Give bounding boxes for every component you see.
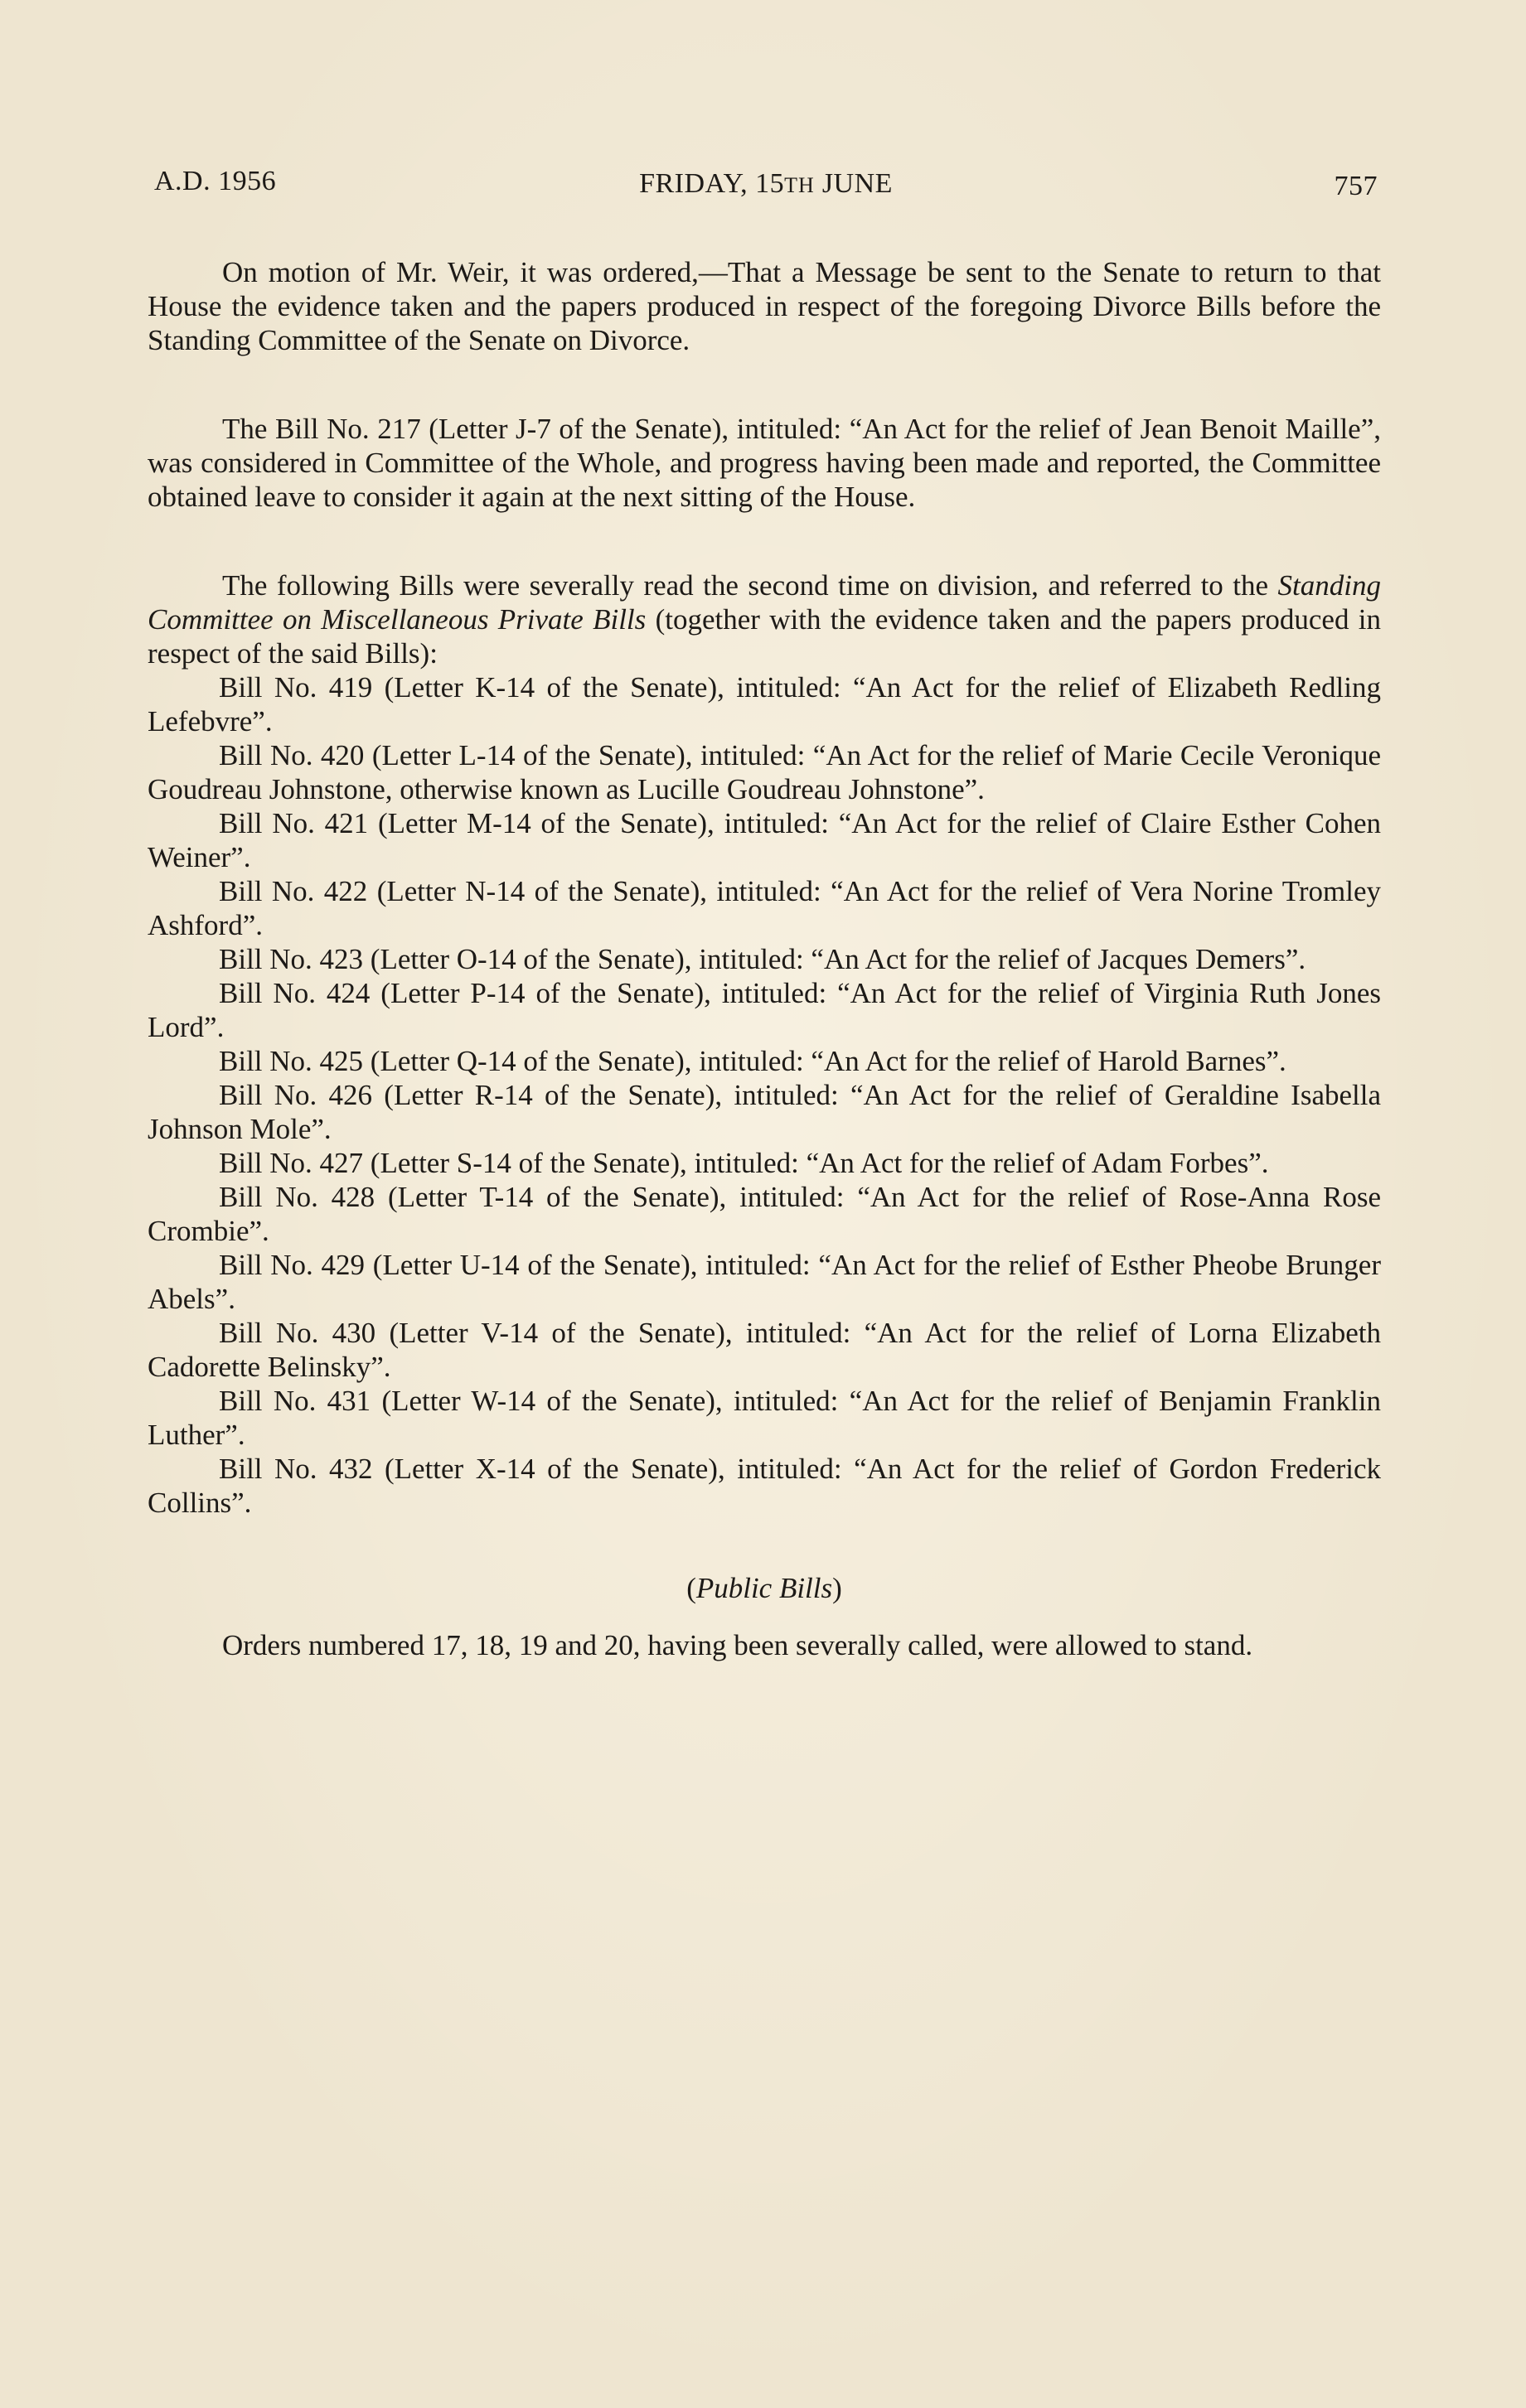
running-header <box>154 166 1378 207</box>
page-number: 757 <box>1334 171 1378 201</box>
header-date-day: FRIDAY, 15 <box>639 168 785 199</box>
bill-item: Bill No. 427 (Letter S-14 of the Senate), intituled: “An Act for the relief of Adam Forbes”. <box>219 1147 1269 1179</box>
page-body <box>148 255 1381 1662</box>
paragraph-bills-referred <box>148 568 1381 670</box>
bill-item: Bill No. 423 (Letter O-14 of the Senate), intituled: “An Act for the relief of Jacques Demers”. <box>219 943 1306 975</box>
bill-item: Bill No. 420 (Letter L-14 of the Senate), intituled: “An Act for the relief of Marie Cecile Veronique Goudreau Johnstone, otherwise known as Lucille Goudreau Johnstone”. <box>148 739 1381 805</box>
paragraph-bills-referred-pre: The following Bills were severally read the second time on division, and referred to the <box>222 569 1278 602</box>
bill-item: Bill No. 421 (Letter M-14 of the Senate), intituled: “An Act for the relief of Claire Esther Cohen Weiner”. <box>148 807 1381 873</box>
section-heading-close: ) <box>832 1572 842 1604</box>
section-heading-open: ( <box>686 1572 696 1604</box>
bill-item: Bill No. 422 (Letter N-14 of the Senate), intituled: “An Act for the relief of Vera Norine Tromley Ashford”. <box>148 875 1381 941</box>
header-date-suffix: TH <box>784 173 815 197</box>
bill-item: Bill No. 432 (Letter X-14 of the Senate), intituled: “An Act for the relief of Gordon Frederick Collins”. <box>148 1453 1381 1519</box>
header-date-month: JUNE <box>814 168 893 199</box>
bill-item: Bill No. 424 (Letter P-14 of the Senate), intituled: “An Act for the relief of Virginia Ruth Jones Lord”. <box>148 977 1381 1043</box>
bill-item: Bill No. 419 (Letter K-14 of the Senate), intituled: “An Act for the relief of Elizabeth Redling Lefebvre”. <box>148 671 1381 737</box>
section-heading-public-bills <box>148 1571 1381 1605</box>
bill-item: Bill No. 426 (Letter R-14 of the Senate), intituled: “An Act for the relief of Geraldine Isabella Johnson Mole”. <box>148 1079 1381 1145</box>
bill-item: Bill No. 428 (Letter T-14 of the Senate), intituled: “An Act for the relief of Rose-Anna Rose Crombie”. <box>148 1181 1381 1247</box>
bill-item: Bill No. 431 (Letter W-14 of the Senate), intituled: “An Act for the relief of Benjamin Franklin Luther”. <box>148 1385 1381 1451</box>
section-heading-text: Public Bills <box>695 1572 833 1604</box>
paragraph-message-to-senate: On motion of Mr. Weir, it was ordered,—That a Message be sent to the Senate to return to that House the evidence taken and the papers produced in respect of the foregoing Divorce Bills before the Standing Committee of the Senate on Divorce. <box>148 256 1381 356</box>
bill-item: Bill No. 429 (Letter U-14 of the Senate), intituled: “An Act for the relief of Esther Pheobe Brunger Abels”. <box>148 1249 1381 1315</box>
paragraph-orders-stand: Orders numbered 17, 18, 19 and 20, having been severally called, were allowed to stand. <box>222 1629 1253 1661</box>
paragraph-bills-referred-post: (together with the evidence taken and the papers produced in respect of the said Bills): <box>148 603 1381 670</box>
bill-item: Bill No. 430 (Letter V-14 of the Senate), intituled: “An Act for the relief of Lorna Elizabeth Cadorette Belinsky”. <box>148 1317 1381 1383</box>
committee-name: Standing Committee on Miscellaneous Private Bills <box>148 569 1381 636</box>
bill-item: Bill No. 425 (Letter Q-14 of the Senate), intituled: “An Act for the relief of Harold Barnes”. <box>219 1045 1286 1077</box>
header-year: A.D. 1956 <box>154 166 277 196</box>
paragraph-bill-217: The Bill No. 217 (Letter J-7 of the Senate), intituled: “An Act for the relief of Jean Benoit Maille”, was considered in Committee of the Whole, and progress having been made and reported, the Committee obtained leave to consider it again at the next sitting of the House. <box>148 413 1381 513</box>
header-date <box>154 168 1378 200</box>
